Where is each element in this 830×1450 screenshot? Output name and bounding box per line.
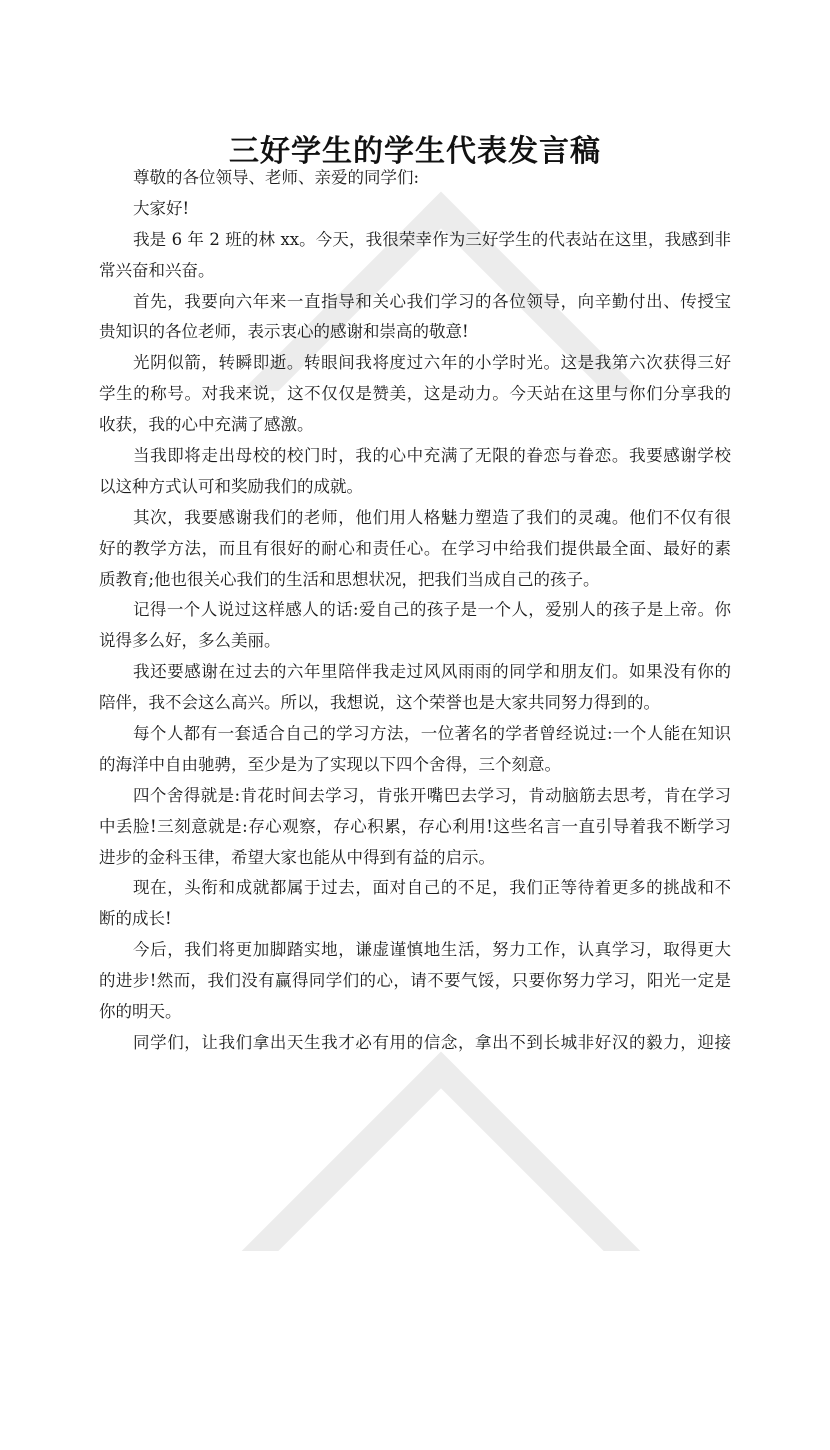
paragraph — [99, 781, 731, 874]
text-line: 你的明天。 — [99, 1002, 182, 1022]
paragraph — [99, 719, 731, 781]
text-line: 光阴似箭，转瞬即逝。转眼间我将度过六年的小学时光。这是我第六次获得三好 — [133, 353, 731, 373]
paragraph — [99, 595, 731, 657]
text-line: 其次，我要感谢我们的老师，他们用人格魅力塑造了我们的灵魂。他们不仅有很 — [133, 507, 731, 527]
paragraph — [99, 503, 731, 596]
text-line: 同学们，让我们拿出天生我才必有用的信念，拿出不到长城非好汉的毅力，迎接 — [133, 1032, 731, 1052]
text-line: 收获，我的心中充满了感激。 — [99, 415, 314, 435]
paragraph — [99, 1028, 731, 1059]
paragraph — [99, 935, 731, 1028]
text-line: 贵知识的各位老师，表示衷心的感谢和崇高的敬意! — [99, 322, 469, 342]
paragraph — [99, 873, 731, 935]
text-line: 每个人都有一套适合自己的学习方法，一位著名的学者曾经说过:一个人能在知识 — [133, 724, 731, 744]
text-line: 的海洋中自由驰骋，至少是为了实现以下四个舍得，三个刻意。 — [99, 754, 561, 774]
text-line: 大家好! — [133, 198, 190, 218]
text-line: 质教育;他也很关心我们的生活和思想状况，把我们当成自己的孩子。 — [99, 569, 600, 589]
text-line: 首先，我要向六年来一直指导和关心我们学习的各位领导，向辛勤付出、传授宝 — [133, 291, 731, 311]
text-line: 陪伴，我不会这么高兴。所以，我想说，这个荣誉也是大家共同努力得到的。 — [99, 693, 660, 713]
paragraph — [99, 225, 731, 287]
document-body — [99, 163, 731, 1059]
paragraph — [99, 441, 731, 503]
text-line: 我是 6 年 2 班的林 xx。今天，我很荣幸作为三好学生的代表站在这里，我感到非 — [133, 229, 731, 249]
text-line: 以这种方式认可和奖励我们的成就。 — [99, 476, 363, 496]
text-line: 尊敬的各位领导、老师、亲爱的同学们: — [133, 168, 420, 187]
paragraph-salutation — [99, 163, 731, 194]
text-line: 的进步!然而，我们没有赢得同学们的心，请不要气馁，只要你努力学习，阳光一定是 — [99, 971, 731, 991]
text-line: 四个舍得就是:肯花时间去学习，肯张开嘴巴去学习，肯动脑筋去思考，肯在学习 — [133, 785, 731, 805]
text-line: 记得一个人说过这样感人的话:爱自己的孩子是一个人，爱别人的孩子是上帝。你 — [133, 600, 731, 620]
paragraph — [99, 287, 731, 349]
text-line: 当我即将走出母校的校门时，我的心中充满了无限的眷恋与眷恋。我要感谢学校 — [133, 446, 731, 466]
page-title: 三好学生的学生代表发言稿 — [229, 134, 601, 170]
text-line: 断的成长! — [99, 909, 172, 929]
paragraph-greeting — [99, 194, 731, 225]
text-line: 现在，头衔和成就都属于过去，面对自己的不足，我们正等待着更多的挑战和不 — [133, 878, 731, 898]
text-line: 我还要感谢在过去的六年里陪伴我走过风风雨雨的同学和朋友们。如果没有你的 — [133, 662, 731, 682]
text-line: 今后，我们将更加脚踏实地，谦虚谨慎地生活，努力工作，认真学习，取得更大 — [133, 940, 731, 960]
text-line: 进步的金科玉律，希望大家也能从中得到有益的启示。 — [99, 847, 495, 867]
text-line: 好的教学方法，而且有很好的耐心和责任心。在学习中给我们提供最全面、最好的素 — [99, 538, 731, 558]
paragraph — [99, 657, 731, 719]
text-line: 说得多么好，多么美丽。 — [99, 631, 281, 651]
watermark — [242, 1052, 641, 1450]
text-line: 中丢脸!三刻意就是:存心观察，存心积累，存心利用!这些名言一直引导着我不断学习 — [99, 816, 731, 836]
paragraph — [99, 348, 731, 441]
text-line: 学生的称号。对我来说，这不仅仅是赞美，这是动力。今天站在这里与你们分享我的 — [99, 384, 731, 404]
text-line: 常兴奋和兴奋。 — [99, 260, 215, 280]
